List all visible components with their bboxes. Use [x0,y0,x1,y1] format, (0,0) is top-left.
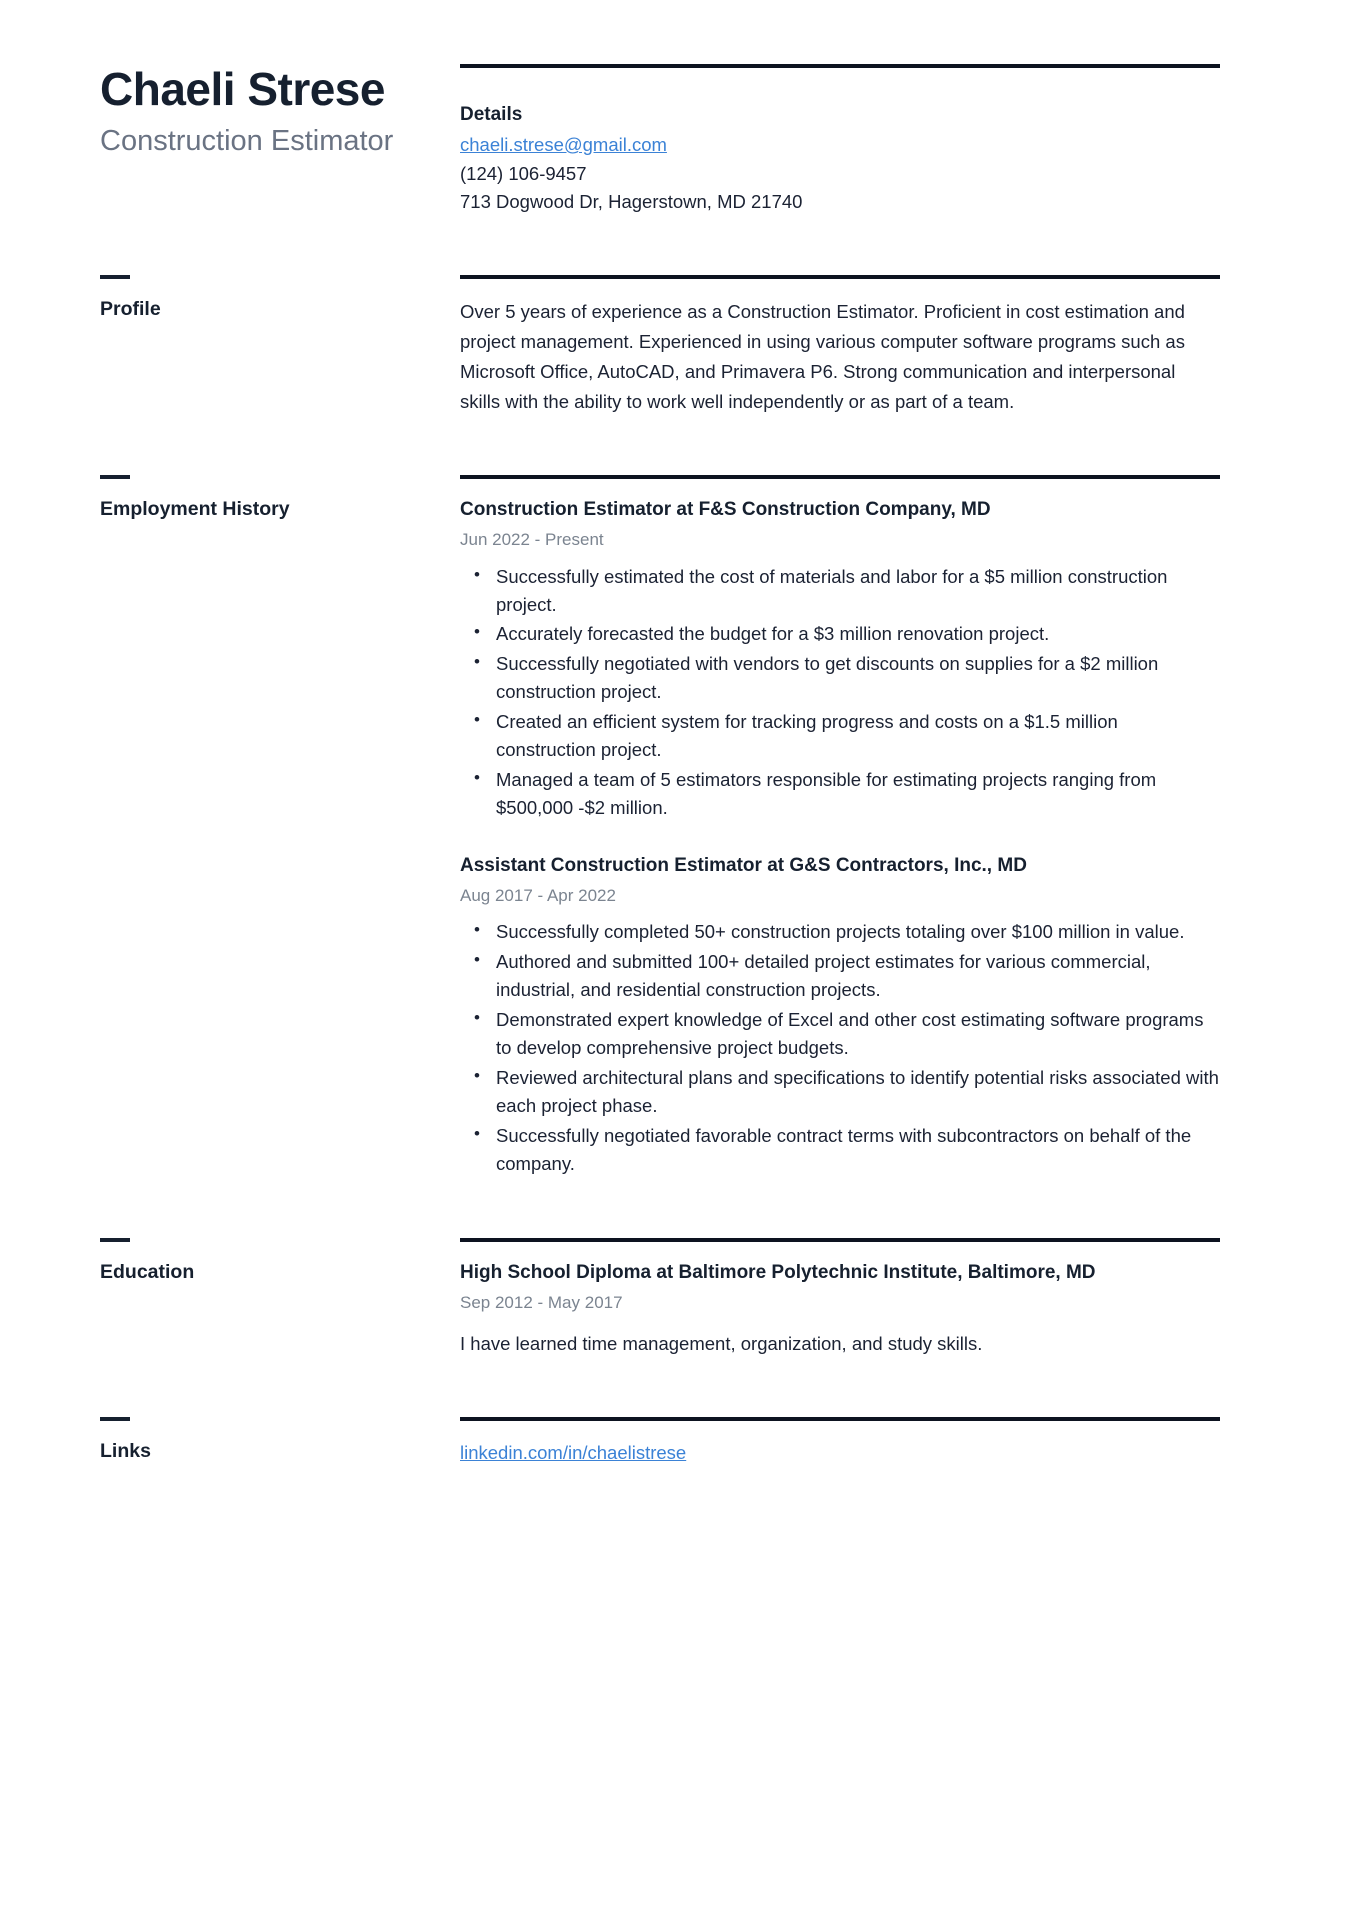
list-item: • Authored and submitted 100+ detailed project estimates for various commercial, industrial, and residential construction projects. [496,948,1220,1005]
section-rule [460,1417,1220,1421]
education-label-column [100,1238,460,1285]
employment-content [460,475,1220,1180]
employment-entry [460,853,1220,1179]
section-dash-icon [100,275,130,279]
education-content [460,1238,1220,1359]
education-label: Education [100,1260,195,1283]
employment-entry-bullets [460,918,1220,1178]
section-dash-icon [100,1417,130,1421]
links-section [100,1417,1266,1468]
header-section [100,64,1266,217]
linkedin-link[interactable]: linkedin.com/in/chaelistrese [460,1442,687,1464]
education-entry-date: Sep 2012 - May 2017 [460,1292,623,1312]
education-entry [460,1260,1220,1359]
education-entry-title: High School Diploma at Baltimore Polytechnic Institute, Baltimore, MD [460,1261,1096,1283]
employment-entry-title: Construction Estimator at F&S Construction Company, MD [460,498,991,520]
header-identity [100,64,460,160]
list-item: • Successfully negotiated favorable contract terms with subcontractors on behalf of the company. [496,1122,1220,1179]
employment-entry-title: Assistant Construction Estimator at G&S Contractors, Inc., MD [460,854,1027,876]
list-item: • Demonstrated expert knowledge of Excel and other cost estimating software programs to develop comprehensive project budgets. [496,1006,1220,1063]
employment-label: Employment History [100,497,290,520]
details-heading: Details [460,104,523,125]
profile-label: Profile [100,298,161,321]
employment-entry-date: Aug 2017 - Apr 2022 [460,885,616,905]
profile-text: Over 5 years of experience as a Construction Estimator. Proficient in cost estimation and project management. Experienced in using various computer software programs such as Microsoft Office, AutoCAD, and Primavera P6. Strong communication and interpersonal skills with the ability to work well independently or as part of a team. [460,301,1185,412]
list-item: • Successfully estimated the cost of materials and labor for a $5 million construction project. [496,563,1220,620]
employment-entry-date: Jun 2022 - Present [460,529,604,549]
details-phone: (124) 106-9457 [460,162,587,184]
links-content [460,1417,1220,1468]
details-address: 713 Dogwood Dr, Hagerstown, MD 21740 [460,191,803,213]
candidate-name: Chaeli Strese [100,63,385,115]
section-rule [460,275,1220,279]
section-dash-icon [100,1238,130,1242]
details-section [460,64,1220,217]
profile-content [460,275,1220,417]
section-rule [460,475,1220,479]
details-email-row [460,131,1220,160]
employment-entry-bullets [460,563,1220,823]
links-label: Links [100,1440,151,1463]
employment-entry [460,497,1220,823]
profile-label-column [100,275,460,322]
education-section [100,1238,1266,1359]
list-item: • Managed a team of 5 estimators responsible for estimating projects ranging from $500,000 -$2 million. [496,766,1220,823]
section-rule [460,1238,1220,1242]
links-list [460,1439,1220,1468]
list-item: • Successfully negotiated with vendors to get discounts on supplies for a $2 million construction project. [496,650,1220,707]
email-link[interactable]: chaeli.strese@gmail.com [460,134,667,155]
list-item: • Accurately forecasted the budget for a $3 million renovation project. [496,620,1220,648]
list-item: • Reviewed architectural plans and specifications to identify potential risks associated with each project phase. [496,1064,1220,1121]
candidate-job-title: Construction Estimator [100,124,394,157]
section-dash-icon [100,475,130,479]
employment-section [100,475,1266,1180]
profile-section [100,275,1266,417]
links-label-column [100,1417,460,1464]
details-block [460,86,1220,217]
education-entry-description: I have learned time management, organization, and study skills. [460,1333,983,1355]
section-rule [460,64,1220,68]
employment-label-column [100,475,460,522]
list-item: • Created an efficient system for tracking progress and costs on a $1.5 million construction project. [496,708,1220,765]
list-item: • Successfully completed 50+ construction projects totaling over $100 million in value. [496,918,1220,946]
